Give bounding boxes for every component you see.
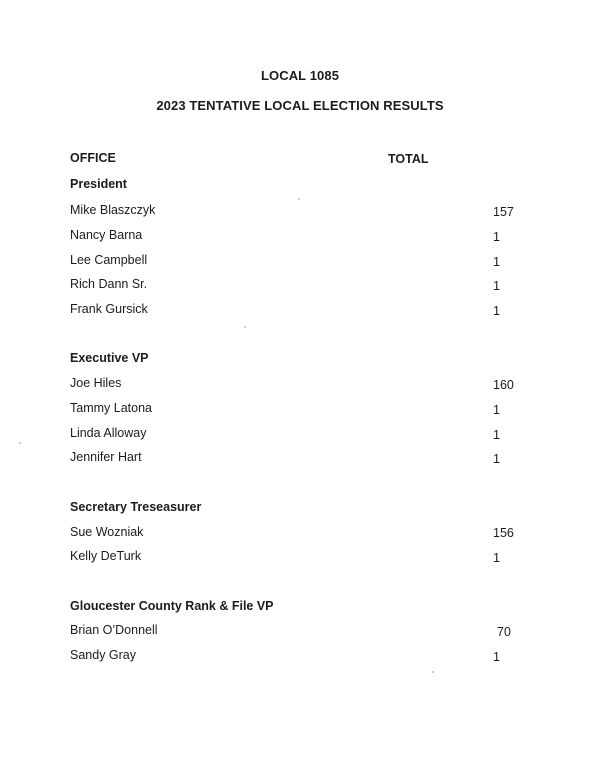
candidate-name: Jennifer Hart [70, 450, 142, 464]
candidate-total: 156 [493, 526, 514, 540]
scan-speck [298, 198, 300, 200]
total-column-header: TOTAL [388, 152, 429, 166]
candidate-name: Sue Wozniak [70, 525, 144, 539]
candidate-total: 1 [493, 403, 500, 417]
candidate-name: Sandy Gray [70, 648, 137, 662]
candidate-total: 70 [497, 625, 511, 639]
candidate-name: Mike Blaszczyk [70, 203, 156, 217]
candidate-name: Nancy Barna [70, 228, 143, 242]
scan-speck [19, 442, 21, 444]
candidate-name: Tammy Latona [70, 401, 152, 415]
candidate-name: Lee Campbell [70, 253, 148, 267]
candidate-name: Kelly DeTurk [70, 549, 142, 563]
candidate-total: 157 [493, 205, 514, 219]
office-column-header: OFFICE [70, 151, 116, 165]
candidate-name: Linda Alloway [70, 426, 147, 440]
candidate-total: 1 [493, 255, 500, 269]
section-gloucester-vp-heading: Gloucester County Rank & File VP [70, 599, 274, 613]
section-executive-vp-heading: Executive VP [70, 351, 149, 365]
candidate-total: 1 [493, 230, 500, 244]
candidate-total: 1 [493, 428, 500, 442]
section-secretary-treasurer-heading: Secretary Treseasurer [70, 500, 202, 514]
section-president-heading: President [70, 177, 127, 191]
candidate-name: Brian O’Donnell [70, 623, 158, 637]
candidate-total: 160 [493, 378, 514, 392]
candidate-total: 1 [493, 452, 500, 466]
candidate-name: Joe Hiles [70, 376, 122, 390]
candidate-total: 1 [493, 650, 500, 664]
candidate-name: Frank Gursick [70, 302, 148, 316]
candidate-total: 1 [493, 304, 500, 318]
candidate-total: 1 [493, 279, 500, 293]
page-title: 2023 TENTATIVE LOCAL ELECTION RESULTS [156, 98, 444, 113]
local-heading: LOCAL 1085 [260, 68, 340, 83]
scan-speck [244, 326, 246, 328]
scan-speck [432, 671, 434, 673]
candidate-name: Rich Dann Sr. [70, 277, 148, 291]
candidate-total: 1 [493, 551, 500, 565]
